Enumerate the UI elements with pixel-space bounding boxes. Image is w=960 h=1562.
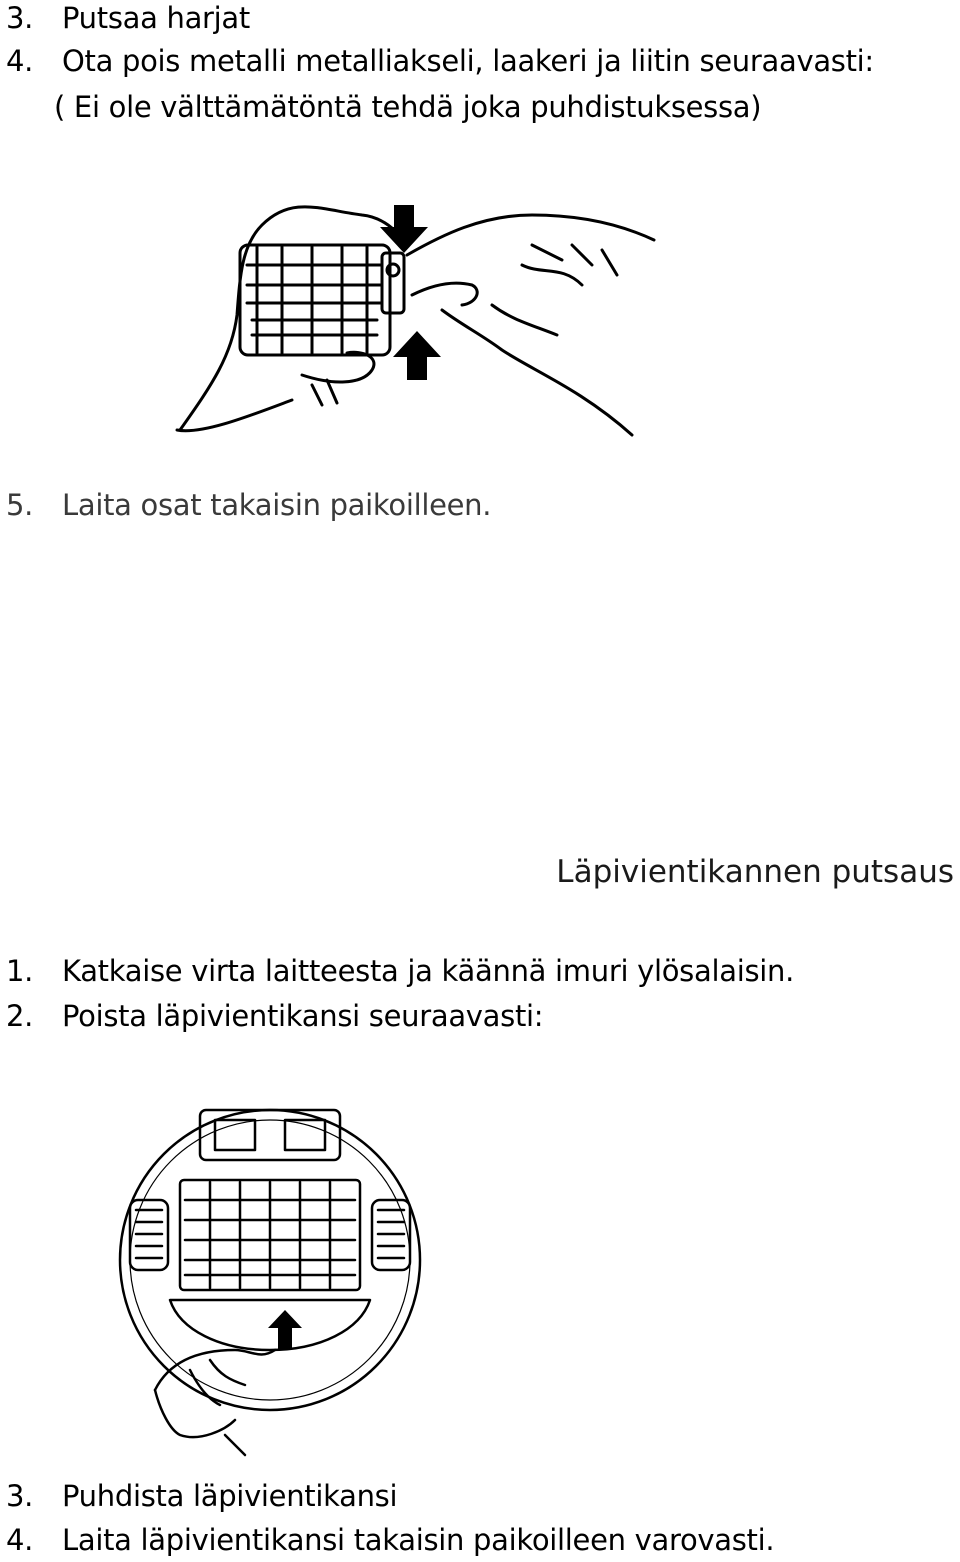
- step-number: 1.: [6, 954, 34, 988]
- hands-removing-brush-axle-illustration: [62, 135, 752, 475]
- step-number: 3.: [6, 1479, 34, 1513]
- figure-vacuum-underside: [60, 1050, 480, 1470]
- section-step-3: [6, 1478, 397, 1514]
- section-step-2: [6, 998, 543, 1034]
- step-5-reassemble: [6, 487, 491, 523]
- section-step-1: [6, 953, 794, 989]
- step-number: 3.: [6, 1, 34, 35]
- step-text: Poista läpivientikansi seuraavasti:: [62, 999, 544, 1033]
- section-title: Läpivientikannen putsaus: [556, 854, 954, 890]
- step-number: 5.: [6, 488, 34, 522]
- step-4-remove-axle: [6, 43, 874, 79]
- step-number: 2.: [6, 999, 34, 1033]
- section-step-4: [6, 1522, 774, 1558]
- step-text: Putsaa harjat: [62, 1, 250, 35]
- figure-axle-removal: [62, 135, 752, 475]
- step-text: Katkaise virta laitteesta ja käännä imuri ylösalaisin.: [62, 954, 795, 988]
- step-number: 4.: [6, 1523, 34, 1557]
- step-text: Laita osat takaisin paikoilleen.: [62, 488, 492, 522]
- step-text: Puhdista läpivientikansi: [62, 1479, 398, 1513]
- step-number: 4.: [6, 44, 34, 78]
- step-text: Ota pois metalli metalliakseli, laakeri ja liitin seuraavasti:: [62, 44, 874, 78]
- robot-vacuum-underside-illustration: [60, 1050, 480, 1470]
- note-text: ( Ei ole välttämätöntä tehdä joka puhdistuksessa): [54, 90, 762, 124]
- step-text: Laita läpivientikansi takaisin paikoilleen varovasti.: [62, 1523, 775, 1557]
- step-3-brushes: [6, 0, 250, 36]
